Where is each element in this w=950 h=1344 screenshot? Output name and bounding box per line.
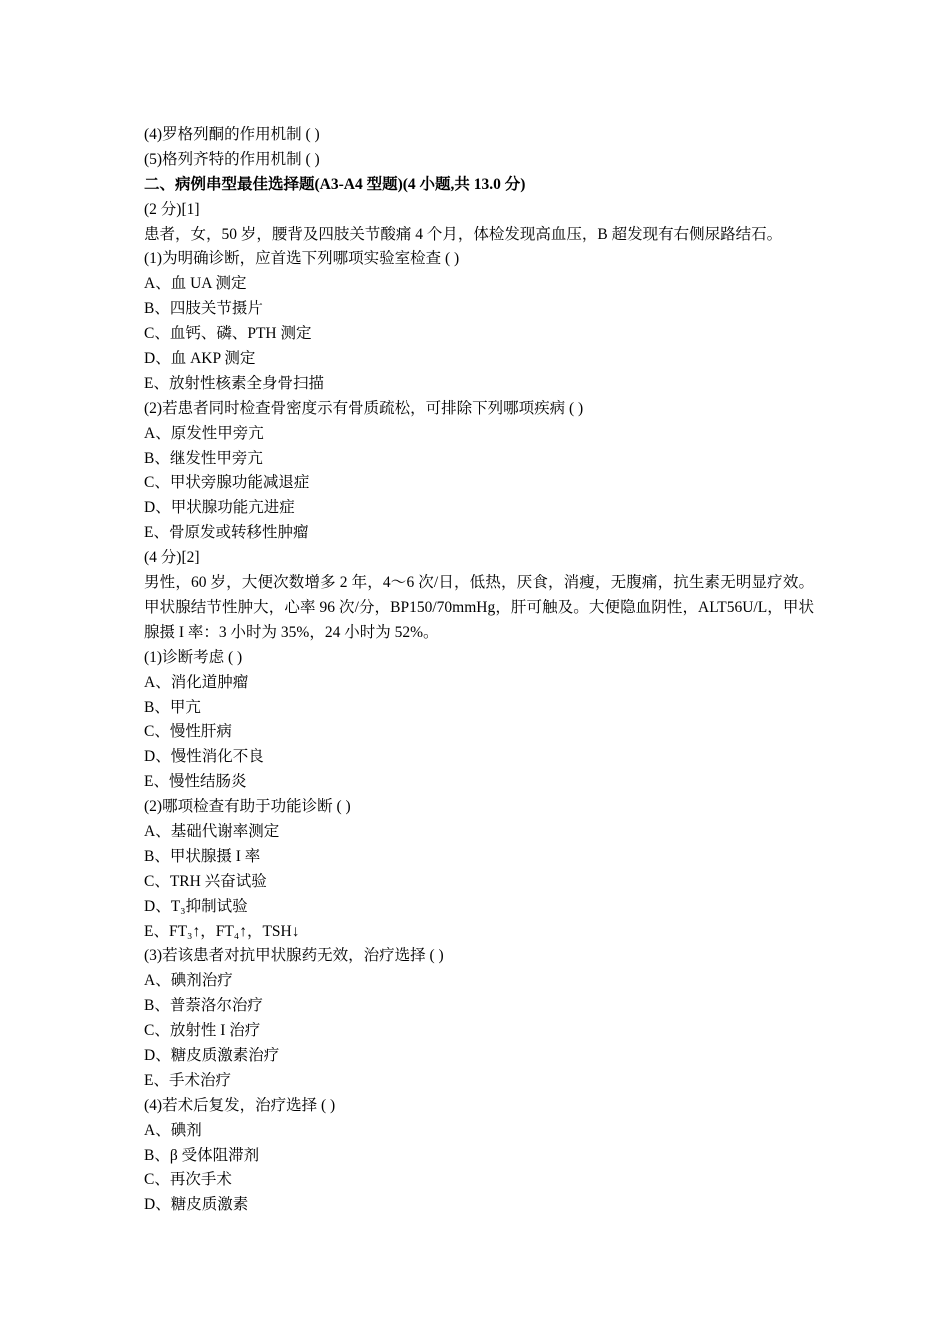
- question-line: (3)若该患者对抗甲状腺药无效，治疗选择 ( ): [144, 947, 444, 965]
- option-line: A、消化道肿瘤: [144, 673, 249, 691]
- question-line: (4)若术后复发，治疗选择 ( ): [144, 1096, 336, 1114]
- option-line: C、血钙、磷、PTH 测定: [144, 325, 312, 343]
- option-line: D、甲状腺功能亢进症: [144, 499, 295, 517]
- question-line: (1)为明确诊断，应首选下列哪项实验室检查 ( ): [144, 250, 460, 268]
- question-line: (2)若患者同时检查骨密度示有骨质疏松，可排除下列哪项疾病 ( ): [144, 399, 584, 417]
- option-line: E、慢性结肠炎: [144, 773, 247, 791]
- option-line: A、碘剂: [144, 1121, 202, 1139]
- option-line: C、再次手术: [144, 1171, 232, 1189]
- option-line: D、糖皮质激素治疗: [144, 1047, 280, 1064]
- option-line: D、慢性消化不良: [144, 748, 264, 766]
- option-line: C、慢性肝病: [144, 723, 232, 741]
- option-line: C、TRH 兴奋试验: [144, 872, 267, 890]
- option-line: A、血 UA 测定: [144, 275, 247, 293]
- option-line: B、β 受体阻滞剂: [144, 1146, 260, 1164]
- section-heading: 二、病例串型最佳选择题(A3-A4 型题)(4 小题,共 13.0 分): [144, 175, 526, 193]
- option-line: D、血 AKP 测定: [144, 350, 256, 368]
- option-line: B、继发性甲旁亢: [144, 449, 263, 467]
- question-line: (5)格列齐特的作用机制 ( ): [144, 150, 320, 168]
- option-line: E、骨原发或转移性肿瘤: [144, 524, 309, 542]
- document-page: [144, 123, 814, 1218]
- option-line: B、普萘洛尔治疗: [144, 997, 263, 1015]
- case-description: 男性，60 岁，大便次数增多 2 年，4～6 次/日，低热，厌食，消瘦，无腹痛，抗生素无明显疗效。甲状腺结节性肿大，心率 96 次/分，BP150/70mmHg，肝可触及。大便隐血阴性，ALT56U/L，甲状腺摄 I 率：3 小时为 35%，24 小时为 52%。: [144, 574, 814, 641]
- option-line: D、T₃抑制试验: [144, 897, 248, 915]
- option-line: B、甲亢: [144, 698, 201, 716]
- option-line: E、手术治疗: [144, 1071, 231, 1089]
- option-line: E、放射性核素全身骨扫描: [144, 374, 324, 392]
- option-line: D、糖皮质激素: [144, 1196, 249, 1214]
- option-line: B、四肢关节摄片: [144, 300, 263, 318]
- question-line: (2)哪项检查有助于功能诊断 ( ): [144, 798, 351, 816]
- question-line: (4)罗格列酮的作用机制 ( ): [144, 126, 320, 143]
- option-line: A、基础代谢率测定: [144, 822, 280, 840]
- score-label: (4 分)[2]: [144, 549, 200, 567]
- case-description: 患者，女，50 岁，腰背及四肢关节酸痛 4 个月，体检发现高血压，B 超发现有右侧尿路结石。: [144, 225, 783, 243]
- option-line: C、甲状旁腺功能减退症: [144, 474, 310, 492]
- option-line: C、放射性 I 治疗: [144, 1022, 261, 1040]
- question-line: (1)诊断考虑 ( ): [144, 648, 243, 666]
- option-line: E、FT₃↑，FT₄↑，TSH↓: [144, 922, 300, 940]
- score-label: (2 分)[1]: [144, 200, 200, 218]
- option-line: A、原发性甲旁亢: [144, 424, 264, 442]
- option-line: A、碘剂治疗: [144, 972, 233, 990]
- option-line: B、甲状腺摄 I 率: [144, 847, 261, 865]
